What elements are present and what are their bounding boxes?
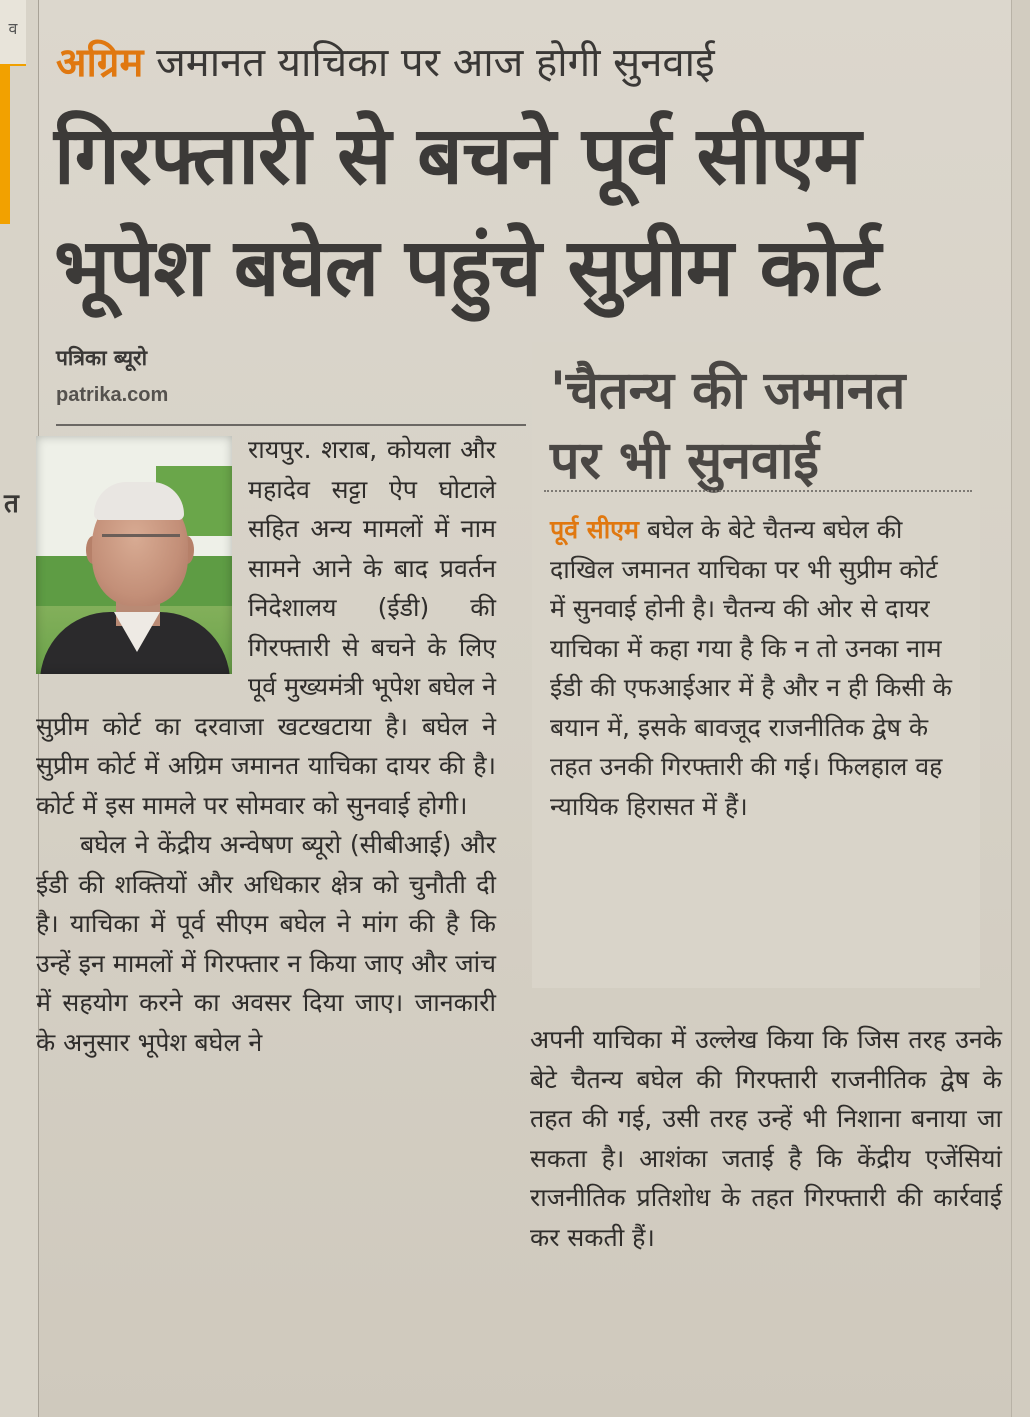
byline-name: पत्रिका ब्यूरो: [56, 346, 148, 370]
kicker-accent: अग्रिम: [56, 40, 144, 86]
portrait-photo: [36, 436, 232, 674]
byline-website: patrika.com: [56, 384, 169, 406]
kicker: [56, 38, 715, 88]
sidebar-divider: [544, 490, 972, 492]
article-column-right: [530, 1020, 1002, 1257]
headline: [54, 100, 984, 324]
sidebar-box: [532, 342, 980, 988]
article-paragraph-1: रायपुर. शराब, कोयला और महादेव सट्टा ऐप घोटाले सहित अन्य मामलों में नाम सामने आने के बाद प्रवर्तन निदेशालय (ईडी) की गिरफ्तारी से बचने के लिए पूर्व मुख्यमंत्री भूपेश बघेल ने सुप्रीम कोर्ट का दरवाजा खटखटाया है। बघेल ने सुप्रीम कोर्ट में अग्रिम जमानत याचिका दायर की है। कोर्ट में इस मामले पर सोमवार को सुनवाई होगी।: [36, 435, 496, 820]
adjacent-column-left: [0, 0, 39, 1417]
sidebar-lead: पूर्व सीएम: [550, 515, 639, 544]
adjacent-column-fragment-mid: त: [4, 489, 19, 519]
article-paragraph-2: बघेल ने केंद्रीय अन्वेषण ब्यूरो (सीबीआई) और ईडी की शक्तियों और अधिकार क्षेत्र को चुनौती दी है। याचिका में पूर्व सीएम बघेल ने मांग की है कि उन्हें इन मामलों में गिरफ्तार न किया जाए और जांच में सहयोग करने का अवसर दिया जाए। जानकारी के अनुसार भूपेश बघेल ने: [36, 830, 496, 1057]
headline-line-1: गिरफ्तारी से बचने पूर्व सीएम: [54, 109, 861, 202]
sidebar-text: बघेल के बेटे चैतन्य बघेल की दाखिल जमानत याचिका पर भी सुप्रीम कोर्ट में सुनवाई होनी है। चैतन्य की ओर से दायर याचिका में कहा गया है कि न तो उनका नाम ईडी की एफआईआर में है और न ही किसी के बयान में, इसके बावजूद राजनीतिक द्वेष के तहत उनकी गिरफ्तारी की गई। फिलहाल वह न्यायिक हिरासत में हैं।: [550, 515, 952, 821]
article-column-left: [36, 430, 496, 1062]
adjacent-column-right: [1011, 0, 1030, 1417]
kicker-text: जमानत याचिका पर आज होगी सुनवाई: [156, 40, 715, 86]
sidebar-title: 'चैतन्य की जमानत पर भी सुनवाई: [550, 361, 906, 491]
byline-divider: [56, 424, 526, 426]
sidebar-body: [550, 510, 960, 826]
headline-line-2: भूपेश बघेल पहुंचे सुप्रीम कोर्ट: [54, 221, 881, 314]
adjacent-column-accent-bar: [0, 64, 10, 224]
adjacent-column-fragment: व: [0, 0, 26, 66]
article-paragraph-3: अपनी याचिका में उल्लेख किया कि जिस तरह उनके बेटे चैतन्य बघेल की गिरफ्तारी राजनीतिक द्वेष के तहत की गई, उसी तरह उन्हें भी निशाना बनाया जा सकता है। आशंका जताई है कि केंद्रीय एजेंसियां राजनीतिक प्रतिशोध के तहत गिरफ्तारी की कार्रवाई कर सकती हैं।: [530, 1025, 1002, 1252]
